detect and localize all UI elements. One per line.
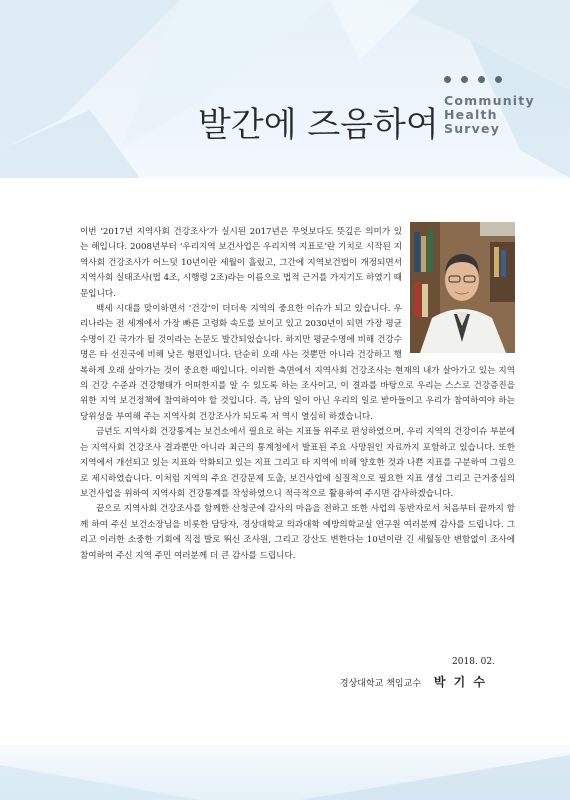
paragraph: 백세 시대를 맞이하면서 ‘건강’이 더더욱 지역의 중요한 이슈가 되고 있습니다. 우리나라는 전 세계에서 가장 빠른 고령화 속도를 보이고 있고 2030년이 되면 가장 평균수명이 긴 국가가 될 것이라는 논문도 발간되었습니다. 하지만 평균수명에 비해 건강수명은 타 선진국에 비해 낮은 형편입니다. 단순히 오래 사는 것뿐만 아니라 건강하고 행복하게 오래 살아가는 것이 중요한 때입니다. 이러한 측면에서 지역사회 건강조사는 현재의 내가 살아가고 있는 지역의 건강 수준과 건강행태가 어떠한지를 알 수 있도록 하는 조사이고, 이 결과를 바탕으로 우리는 스스로 건강증진을 위한 지역 보건정책에 참여하여야 할 것입니다. 즉, 남의 일이 아닌 우리의 일로 받아들이고 우리가 참여하여야 하는 당위성을 부여해 주는 지역사회 건강조사가 되도록 저 역시 열심히 하겠습니다. bbox=[80, 304, 515, 422]
article-body bbox=[80, 225, 515, 564]
paragraph: 끝으로 지역사회 건강조사를 함께한 산청군에 감사의 마음을 전하고 또한 사업의 동반자로서 처음부터 끝까지 함께 하여 주신 보건소장님을 비롯한 담당자, 경상대학교 의과대학 예방의학교실 연구원 여러분께 감사를 드립니다. 그리고 이러한 소중한 기회에 직접 발로 뛰신 조사원, 그리고 강산도 변한다는 10년이란 긴 세월동안 변함없이 조사에 참여하여 주신 지역 주민 여러분께 더 큰 감사를 드립니다. bbox=[80, 504, 515, 561]
dot-icon bbox=[444, 76, 451, 83]
publication-date: 2018. 02. bbox=[452, 657, 495, 667]
dot-icon bbox=[461, 76, 468, 83]
footer-decoration bbox=[0, 745, 570, 800]
brand-line: Survey bbox=[444, 121, 501, 136]
affiliation: 경상대학교 책임교수 bbox=[339, 679, 421, 689]
author-name: 박 기 수 bbox=[433, 675, 487, 689]
dot-icon bbox=[478, 76, 485, 83]
dot-icon bbox=[495, 76, 502, 83]
brand-line: Community bbox=[444, 93, 535, 108]
brand-dots bbox=[444, 76, 502, 83]
photo-spacer bbox=[402, 225, 515, 356]
brand-line: Health bbox=[444, 107, 498, 122]
footer-background bbox=[0, 745, 570, 800]
paragraph: 이번 ‘2017년 지역사회 건강조사’가 실시된 2017년은 무엇보다도 뜻깊은 의미가 있는 해입니다. 2008년부터 ‘우리지역 보건사업은 우리지역 지표로’란 기치로 시작된 지역사회 건강조사가 어느덧 10년이란 세월이 흘렀고, 그간에 지역보건법이 개정되면서 지역사회 실태조사(법 4조, 시행령 2조)라는 이름으로 법적 근거를 가지기도 하였기 때문입니다. bbox=[80, 227, 402, 299]
paragraph: 금년도 지역사회 건강통계는 보건소에서 필요로 하는 지표들 위주로 편성하였으며, 우리 지역의 건강이슈 부분에는 지역사회 건강조사 결과뿐만 아니라 최근의 통계청에서 발표된 주요 사망원인 자료까지 포함하고 있습니다. 또한 지역에서 개선되고 있는 지표와 악화되고 있는 지표 그리고 타 지역에 비해 양호한 것과 나쁜 지표를 구분하여 그림으로 제시하였습니다. 이처럼 지역의 주요 건강문제 도출, 보건사업에 실질적으로 필요한 지표 생성 그리고 근거중심의 보건사업을 위하여 지역사회 건강통계를 작성하였으니 적극적으로 활용하여 주시면 감사하겠습니다. bbox=[80, 427, 515, 499]
brand-label bbox=[444, 94, 535, 136]
signature bbox=[250, 673, 515, 690]
page-title: 발간에 즈음하여 bbox=[198, 105, 439, 145]
